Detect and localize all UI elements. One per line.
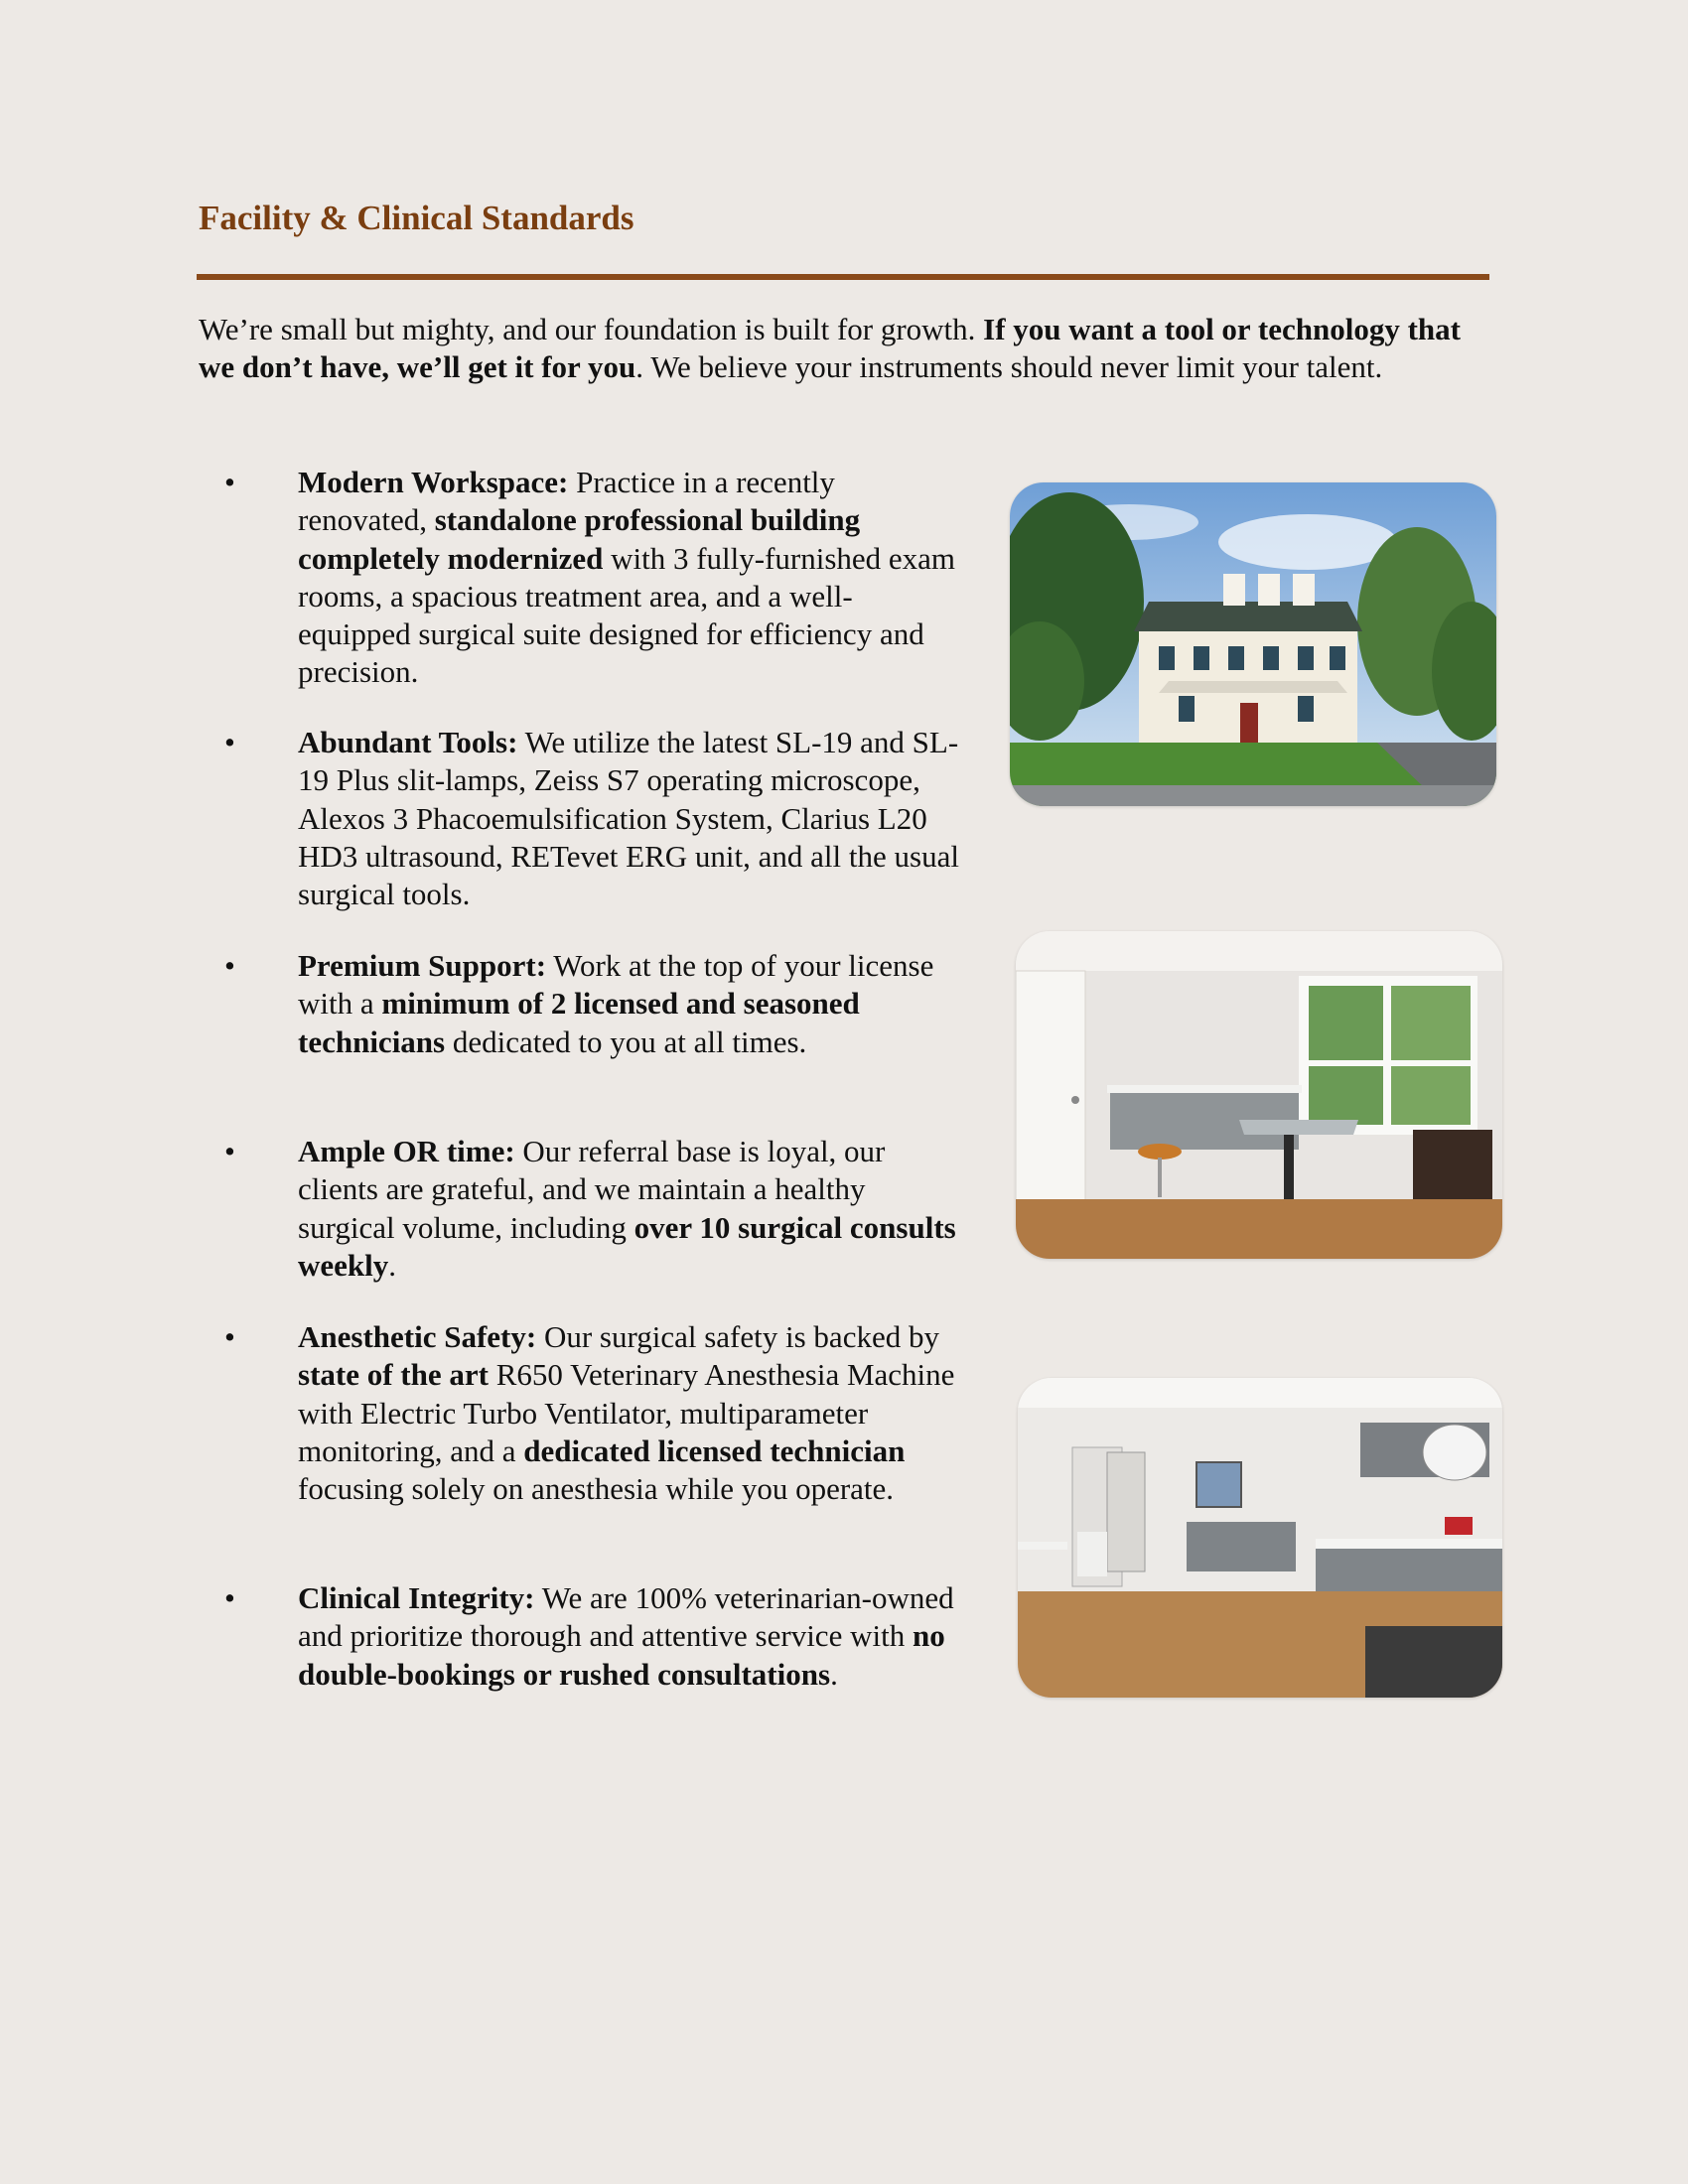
intro-text-end: . We believe your instruments should never limit your talent. [635, 349, 1383, 384]
item-emphasis: over 10 surgical consults weekly [298, 1209, 956, 1283]
item-text [298, 947, 963, 1061]
item-text [298, 1579, 963, 1694]
item-label: Clinical Integrity: [298, 1580, 535, 1615]
item-body: Work at the top of your license with a [298, 948, 934, 1022]
building-exterior-photo [1010, 482, 1496, 806]
item-emphasis: dedicated licensed technician [523, 1433, 906, 1468]
item-label: Anesthetic Safety: [298, 1319, 537, 1354]
bullet: • [224, 948, 235, 983]
item-body: Practice in a recently renovated, [298, 465, 835, 538]
item-body: with 3 fully-furnished exam rooms, a spacious treatment area, and a well-equipped surgical suite designed for efficiency and precision. [298, 540, 956, 690]
item-body: We utilize the latest SL-19 and SL-19 Plus slit-lamps, Zeiss S7 operating microscope, Alexos 3 Phacoemulsification System, Clarius L20 HD3 ultrasound, RETevet ERG unit, and all the usual surgical tools. [298, 725, 959, 912]
item-body: We are 100% veterinarian-owned and prioritize thorough and attentive service with [298, 1580, 954, 1654]
item-body: Our referral base is loyal, our clients are grateful, and we maintain a healthy surgical volume, including [298, 1134, 886, 1245]
item-text [298, 1133, 963, 1285]
bullet: • [224, 1134, 235, 1168]
item-text [298, 464, 963, 692]
bullet: • [224, 725, 235, 759]
intro-text: We’re small but mighty, and our foundation is built for growth. [199, 312, 984, 346]
item-body: R650 Veterinary Anesthesia Machine with Electric Turbo Ventilator, multiparameter monitoring, and a [298, 1357, 955, 1468]
item-label: Abundant Tools: [298, 725, 518, 759]
item-label: Premium Support: [298, 948, 547, 983]
exam-room-photo [1016, 931, 1502, 1259]
item-label: Modern Workspace: [298, 465, 569, 499]
item-emphasis: standalone professional building completely modernized [298, 502, 861, 576]
item-text [298, 1318, 963, 1508]
item-body: dedicated to you at all times. [445, 1024, 807, 1059]
bullet: • [224, 1580, 235, 1615]
item-body: . [388, 1247, 397, 1283]
item-body: focusing solely on anesthesia while you operate. [298, 1471, 895, 1507]
item-emphasis: minimum of 2 licensed and seasoned technicians [298, 986, 860, 1059]
item-body: . [830, 1656, 838, 1692]
item-body: Our surgical safety is backed by [536, 1319, 939, 1354]
item-emphasis: no double-bookings or rushed consultations [298, 1618, 945, 1692]
item-emphasis: state of the art [298, 1357, 489, 1393]
bullet: • [224, 465, 235, 499]
page-title: Facility & Clinical Standards [199, 199, 634, 237]
item-text [298, 724, 963, 913]
bullet: • [224, 1319, 235, 1354]
surgical-suite-photo [1018, 1378, 1502, 1698]
intro-emphasis: If you want a tool or technology that we don’t have, we’ll get it for you [199, 312, 1461, 384]
item-label: Ample OR time: [298, 1134, 515, 1168]
